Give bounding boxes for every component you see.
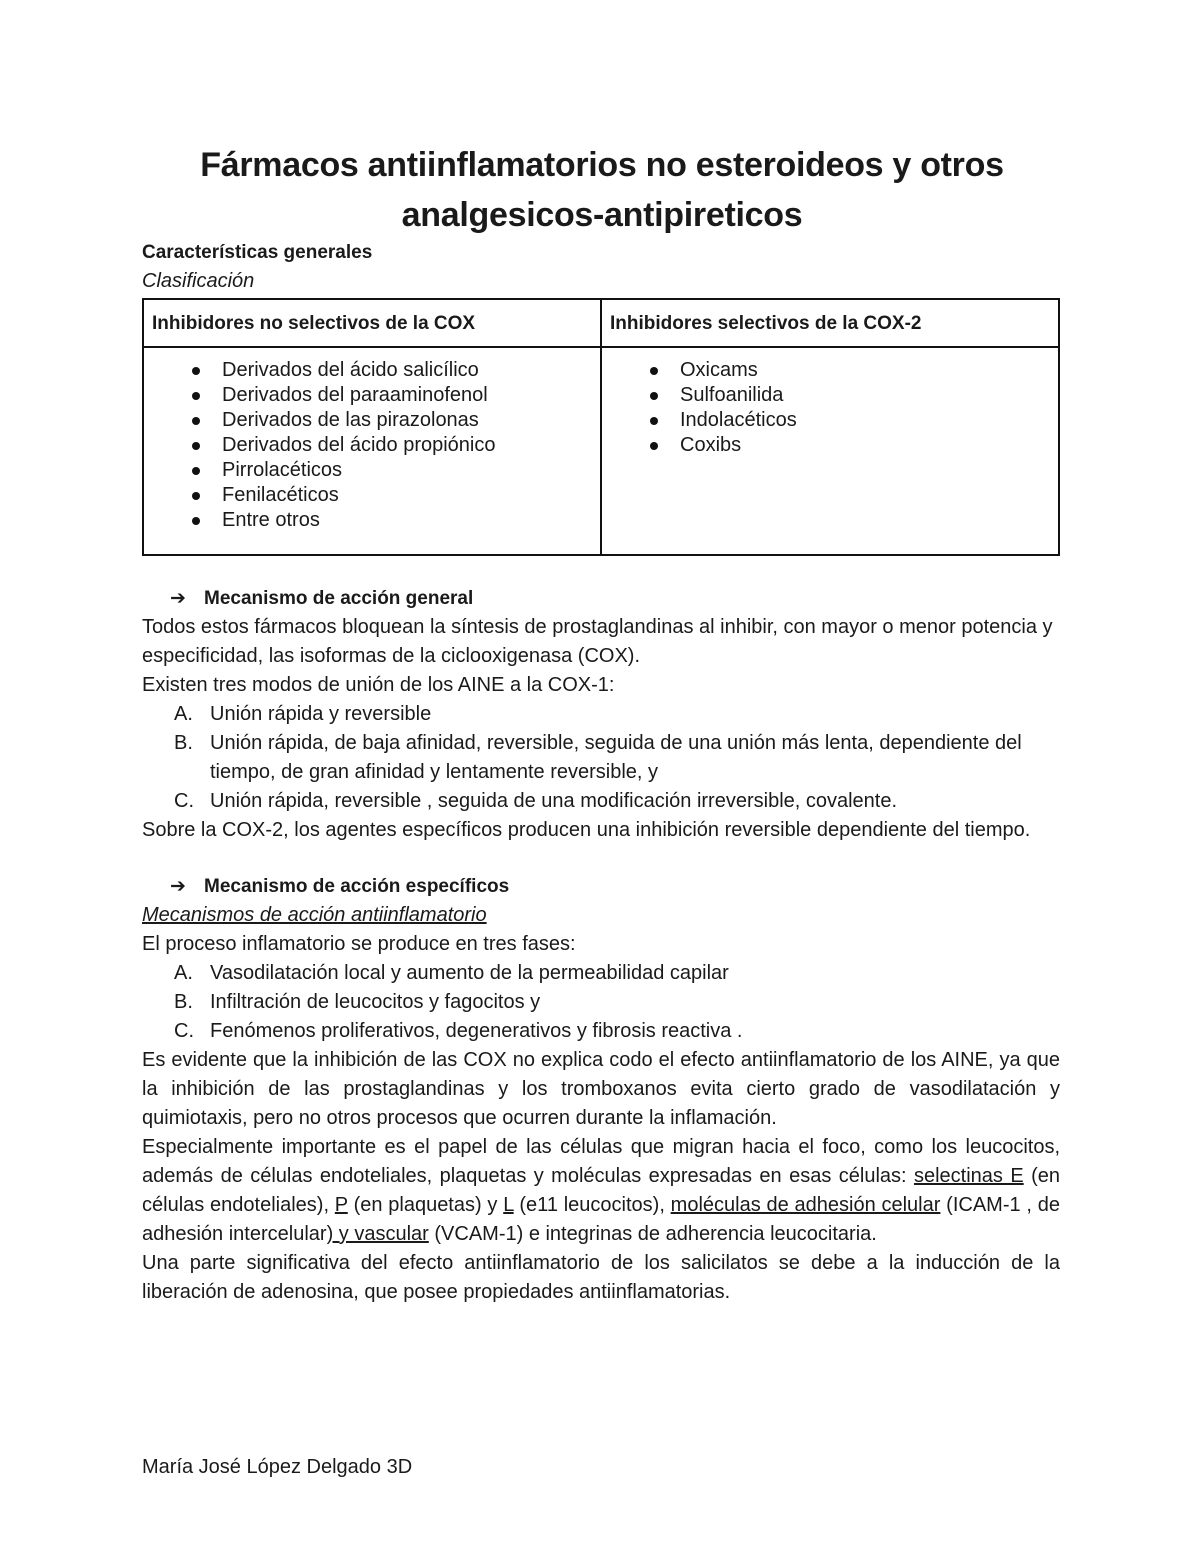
- paragraph-adhesion-molecules: [142, 1133, 1060, 1249]
- section-heading-text: Mecanismo de acción específicos: [204, 876, 510, 897]
- list-item: [174, 787, 1060, 816]
- list-item: [174, 729, 1060, 787]
- text-run: (e11 leucocitos),: [513, 1194, 671, 1216]
- general-heading: Características generales: [142, 242, 373, 263]
- list-item: Indolacéticos: [680, 408, 1050, 433]
- selective-list: [610, 358, 1050, 458]
- document-body: [142, 238, 1060, 1307]
- section-heading-specific: [142, 872, 1060, 901]
- footer-author: María José López Delgado 3D: [142, 1456, 413, 1478]
- list-text: Fenómenos proliferativos, degenerativos y fibrosis reactiva .: [210, 1020, 743, 1042]
- binding-modes-list: [142, 700, 1060, 816]
- paragraph: Es evidente que la inhibición de las COX no explica codo el efecto antiinflamatorio de los AINE, ya que la inhibición de las prostaglandinas y los tromboxanos evita cierto grado de vasodilatación y quimiotaxis, pero no otros procesos que ocurren durante la inflamación.: [142, 1049, 1060, 1129]
- list-marker: A.: [174, 703, 193, 725]
- list-item: Coxibs: [680, 433, 1050, 458]
- list-marker: C.: [174, 790, 194, 812]
- classification-table: [142, 298, 1060, 556]
- list-marker: B.: [174, 991, 193, 1013]
- underlined-term: selectinas E: [913, 1165, 1024, 1187]
- arrow-right-icon: ➔: [170, 876, 186, 897]
- list-item: [174, 988, 1060, 1017]
- list-item: [174, 700, 1060, 729]
- list-item: [174, 959, 1060, 988]
- list-text: Unión rápida, de baja afinidad, reversible, seguida de una unión más lenta, dependiente del tiempo, de gran afinidad y lentamente reversible, y: [210, 732, 1022, 783]
- list-text: Unión rápida y reversible: [210, 703, 432, 725]
- paragraph: Todos estos fármacos bloquean la síntesis de prostaglandinas al inhibir, con mayor o menor potencia y especificidad, las isoformas de la ciclooxigenasa (COX).: [142, 616, 1053, 667]
- list-marker: B.: [174, 732, 193, 754]
- classification-subheading: Clasificación: [142, 270, 255, 292]
- list-marker: C.: [174, 1020, 194, 1042]
- inflammation-phases-list: [142, 959, 1060, 1046]
- list-text: Vasodilatación local y aumento de la permeabilidad capilar: [210, 962, 729, 984]
- paragraph: Sobre la COX-2, los agentes específicos producen una inhibición reversible dependiente del tiempo.: [142, 819, 1031, 841]
- underlined-term: P: [334, 1194, 348, 1216]
- section-heading-general: [142, 584, 1060, 613]
- list-item: Derivados del ácido salicílico: [222, 358, 592, 383]
- text-run: (en células endoteliales),: [142, 1165, 1061, 1216]
- underlined-term: L: [503, 1194, 514, 1216]
- list-item: Sulfoanilida: [680, 383, 1050, 408]
- list-text: Infiltración de leucocitos y fagocitos y: [210, 991, 541, 1013]
- table-header-nonselective: Inhibidores no selectivos de la COX: [143, 299, 601, 347]
- text-run: Especialmente importante es el papel de las células que migran hacia el foco, como los leucocitos, además de células endoteliales, plaquetas y moléculas expresadas en esas células:: [142, 1136, 1060, 1187]
- underlined-term: moléculas de adhesión celular: [670, 1194, 941, 1216]
- document-title: [142, 140, 1062, 240]
- list-item: Derivados del ácido propiónico: [222, 433, 592, 458]
- text-run: (ICAM-1 , de adhesión intercelular: [142, 1194, 1060, 1245]
- nonselective-list: [152, 358, 592, 533]
- paragraph: Una parte significativa del efecto antiinflamatorio de los salicilatos se debe a la inducción de la liberación de adenosina, que posee propiedades antiinflamatorias.: [142, 1252, 1060, 1303]
- text-run: (VCAM-1) e integrinas de adherencia leucocitaria.: [428, 1223, 877, 1245]
- list-item: Entre otros: [222, 508, 592, 533]
- list-marker: A.: [174, 962, 193, 984]
- list-item: Derivados del paraaminofenol: [222, 383, 592, 408]
- title-line-2: analgesicos-antipireticos: [401, 196, 803, 234]
- list-item: Pirrolacéticos: [222, 458, 592, 483]
- paragraph: El proceso inflamatorio se produce en tres fases:: [142, 933, 576, 955]
- text-run: (en plaquetas) y: [347, 1194, 504, 1216]
- list-item: Fenilacéticos: [222, 483, 592, 508]
- table-cell-nonselective: [143, 347, 601, 555]
- title-line-1: Fármacos antiinflamatorios no esteroideos y otros: [200, 146, 1004, 184]
- arrow-right-icon: ➔: [170, 588, 186, 609]
- list-item: Derivados de las pirazolonas: [222, 408, 592, 433]
- paragraph: Existen tres modos de unión de los AINE a la COX-1:: [142, 674, 615, 696]
- subsection-heading: Mecanismos de acción antiinflamatorio: [142, 904, 487, 926]
- table-header-selective: Inhibidores selectivos de la COX-2: [601, 299, 1059, 347]
- underlined-term: ) y vascular: [326, 1223, 429, 1245]
- list-item: [174, 1017, 1060, 1046]
- list-text: Unión rápida, reversible , seguida de una modificación irreversible, covalente.: [210, 790, 898, 812]
- table-cell-selective: [601, 347, 1059, 555]
- list-item: Oxicams: [680, 358, 1050, 383]
- section-heading-text: Mecanismo de acción general: [204, 588, 474, 609]
